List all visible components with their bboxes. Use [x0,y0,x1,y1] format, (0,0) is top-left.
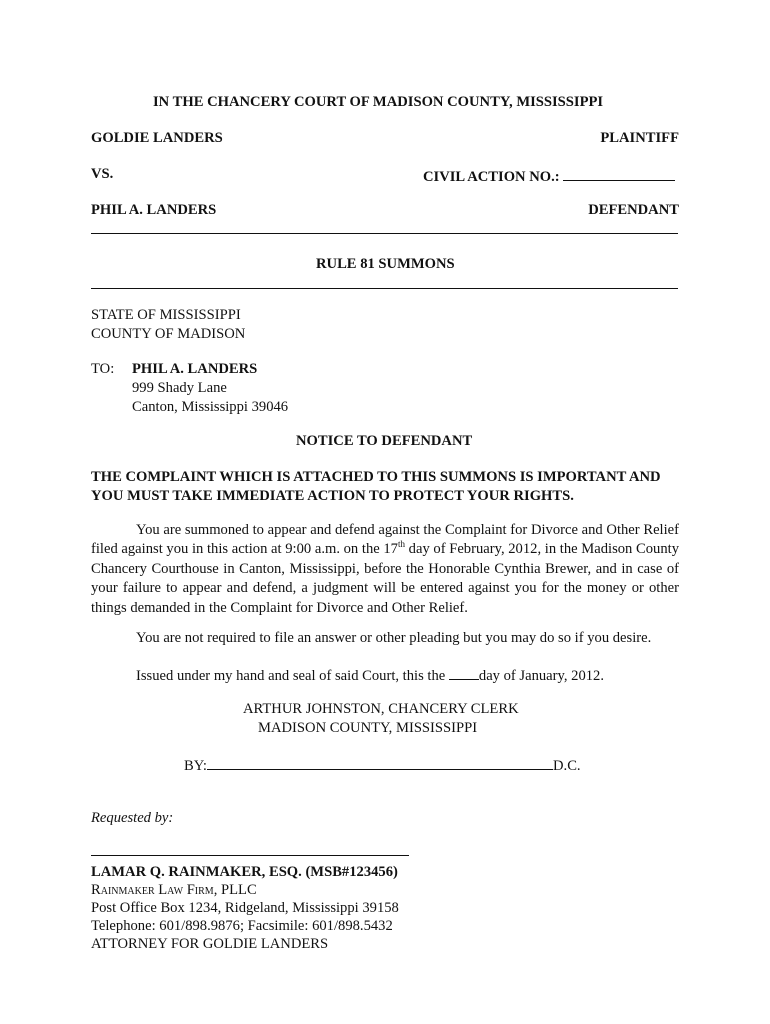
addressee-city: Canton, Mississippi 39046 [132,399,289,415]
requested-by-label: Requested by: [91,810,174,826]
clerk-name-title: ARTHUR JOHNSTON, CHANCERY CLERK [243,701,519,717]
summons-text-part1: You are summoned to appear and defend against the Complaint for Divorce and Other Relief filed against you in this action at 9:00 a.m. on the 17 [91,522,679,558]
civil-action-number-blank [563,166,675,181]
firm-phone-fax: Telephone: 601/898.9876; Facsimile: 601/898.5432 [91,918,393,934]
law-firm: Rainmaker Law Firm, PLLC [91,882,257,898]
court-heading: IN THE CHANCERY COURT OF MADISON COUNTY, MISSISSIPPI [153,94,604,110]
attorney-for: ATTORNEY FOR GOLDIE LANDERS [91,936,329,952]
civil-action-label: CIVIL ACTION NO.: [423,169,560,185]
venue-county: COUNTY OF MADISON [91,326,246,342]
venue-state: STATE OF MISSISSIPPI [91,307,241,323]
warning-line-1: THE COMPLAINT WHICH IS ATTACHED TO THIS SUMMONS IS IMPORTANT AND [91,469,661,485]
plaintiff-name: GOLDIE LANDERS [91,130,223,146]
summons-paragraph [91,521,679,618]
attorney-name: LAMAR Q. RAINMAKER, ESQ. (MSB#123456) [91,864,398,880]
by-label: BY: [184,758,207,774]
issued-suffix: day of January, 2012. [478,668,605,684]
defendant-name: PHIL A. LANDERS [91,202,217,218]
issued-prefix: Issued under my hand and seal of said Court, this the [136,668,449,684]
signature-blank [207,755,553,770]
civil-action-field [423,166,675,186]
plaintiff-label: PLAINTIFF [600,130,679,146]
addressee-street: 999 Shady Lane [132,380,227,396]
defendant-label: DEFENDANT [588,202,679,218]
versus-label: VS. [91,166,114,182]
notice-heading: NOTICE TO DEFENDANT [296,433,473,449]
warning-line-2: YOU MUST TAKE IMMEDIATE ACTION TO PROTECT YOUR RIGHTS. [91,488,574,504]
dc-label: D.C. [553,758,581,774]
issued-day-blank [449,665,479,680]
summons-text-part2: day of February, 2012, in the Madison County Chancery Courthouse in Canton, Mississippi, before the Honorable Cynthia Brewer, and in case of your failure to appear and defend, a judgment will be entered against you for the money or other things demanded in the Complaint for Divorce and Other Relief. [91,541,679,616]
attorney-signature-line [91,855,409,856]
signature-line [184,755,581,775]
firm-address: Post Office Box 1234, Ridgeland, Mississippi 39158 [91,900,399,916]
document-title: RULE 81 SUMMONS [316,256,455,272]
to-label: TO: [91,361,115,377]
addressee-name: PHIL A. LANDERS [132,361,258,377]
clerk-county: MADISON COUNTY, MISSISSIPPI [258,720,478,736]
issued-line [136,665,604,685]
ordinal-suffix: th [397,539,405,550]
caption-divider-top [91,233,678,234]
not-required-line: You are not required to file an answer or other pleading but you may do so if you desire. [136,630,652,646]
caption-divider-bottom [91,288,678,289]
